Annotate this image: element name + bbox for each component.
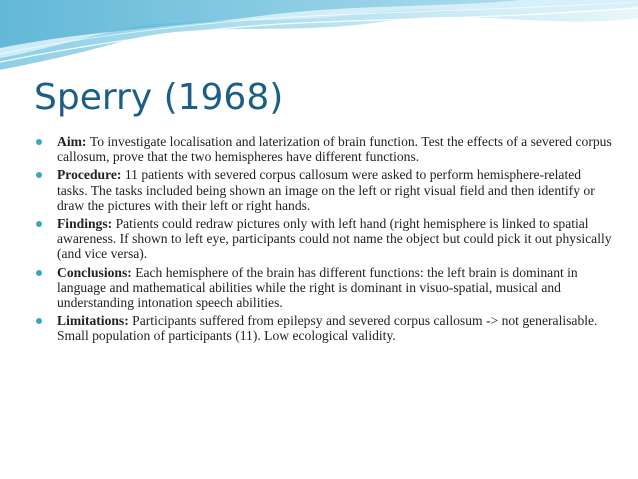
bullet-label: Conclusions: bbox=[57, 264, 136, 280]
bullet-label: Procedure: bbox=[57, 167, 125, 183]
bullet-procedure bbox=[34, 167, 614, 213]
bullet-text: Participants suffered from epilepsy and severed corpus callosum -> not generalisable. Small population of participants (11). Low ecological validity. bbox=[57, 313, 598, 344]
bullet-dot-icon bbox=[36, 221, 42, 227]
bullet-conclusions bbox=[34, 265, 614, 311]
bullet-text: To investigate localisation and laterization of brain function. Test the effects of a severed corpus callosum, prove that the two hemispheres have different functions. bbox=[57, 134, 612, 165]
bullet-dot-icon bbox=[36, 172, 42, 178]
bullet-text: Patients could redraw pictures only with left hand (right hemisphere is linked to spatial awareness. If shown to left eye, participants could not name the object but could pick it out physically (and vice versa). bbox=[57, 216, 612, 262]
bullet-limitations bbox=[34, 313, 614, 343]
bullet-dot-icon bbox=[36, 139, 42, 145]
bullet-findings bbox=[34, 216, 614, 262]
slide-title: Sperry (1968) bbox=[34, 77, 284, 118]
header-wave-decoration bbox=[0, 0, 638, 80]
bullet-text: Each hemisphere of the brain has different functions: the left brain is dominant in language and mathematical abilities while the right is dominant in visuo-spatial, musical and understanding intonation speech abilities. bbox=[57, 264, 578, 311]
bullet-label: Aim: bbox=[57, 134, 90, 149]
bullet-text: 11 patients with severed corpus callosum were asked to perform hemisphere-related tasks. The tasks included being shown an image on the left or right visual field and then identify or draw the pictures with their left or right hands. bbox=[57, 167, 595, 213]
bullet-label: Limitations: bbox=[57, 313, 133, 329]
bullet-dot-icon bbox=[36, 270, 42, 276]
bullet-aim bbox=[34, 134, 614, 164]
bullet-list bbox=[34, 134, 614, 347]
bullet-dot-icon bbox=[36, 318, 42, 324]
bullet-label: Findings: bbox=[57, 216, 116, 232]
